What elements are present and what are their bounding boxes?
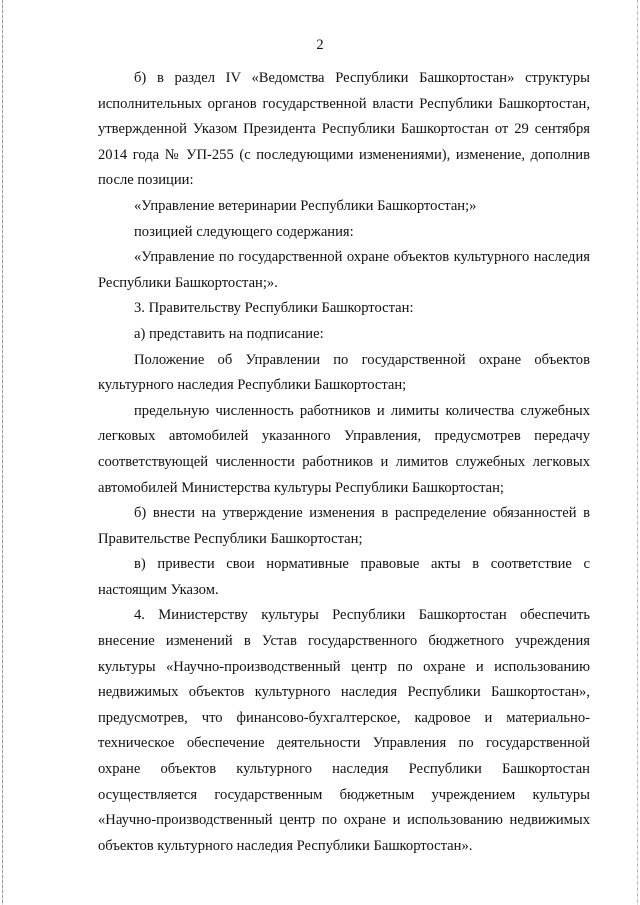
document-body (98, 66, 590, 859)
paragraph-new-position-intro: позицией следующего содержания: (134, 223, 354, 240)
paragraph-section-b-amendment: б) в раздел IV «Ведомства Республики Башкортостан» структуры исполнительных органов государственной власти Республики Башкортостан, утвержденной Указом Президента Республики Башкортостан от 29 сентября 2014 года № УП-255 (с последующими изменениями), изменение, дополнив после позиции: (98, 70, 590, 189)
paragraph-new-position: «Управление по государственной охране объектов культурного наследия Республики Башкортостан;». (98, 249, 590, 291)
paragraph-item-3a: а) представить на подписание: (134, 325, 324, 342)
paragraph-regulation: Положение об Управлении по государственной охране объектов культурного наследия Республики Башкортостан; (98, 351, 590, 394)
paragraph-item-3v: в) привести свои нормативные правовые акты в соответствие с настоящим Указом. (98, 556, 590, 598)
paragraph-staff-limits: предельную численность работников и лимиты количества служебных легковых автомобилей указанного Управления, предусмотрев передачу соответствующей численности работников и лимитов служебных легковых автомобилей Министерства культуры Республики Башкортостан; (98, 402, 590, 496)
paragraph-item-3b: б) внести на утверждение изменения в распределение обязанностей в Правительстве Республики Башкортостан; (98, 505, 590, 547)
page-number: 2 (316, 37, 324, 53)
paragraph-veterinary-position: «Управление ветеринарии Республики Башкортостан;» (134, 197, 477, 214)
paragraph-item-3: 3. Правительству Республики Башкортостан: (134, 300, 414, 317)
scan-edge-left (2, 0, 3, 905)
scan-edge-right (637, 0, 638, 905)
paragraph-item-4: 4. Министерству культуры Республики Башкортостан обеспечить внесение изменений в Устав государственного бюджетного учреждения культуры «Научно-производственный центр по охране и использованию недвижимых объектов культурного наследия Республики Башкортостан», предусмотрев, что финансово-бухгалтерское, кадровое и материально-техническое обеспечение деятельности Управления по государственной охране объектов культурного наследия Республики Башкортостан осуществляется государственным бюджетным учреждением культуры «Научно-производственный центр по охране и использованию недвижимых объектов культурного наследия Республики Башкортостан». (98, 607, 590, 854)
